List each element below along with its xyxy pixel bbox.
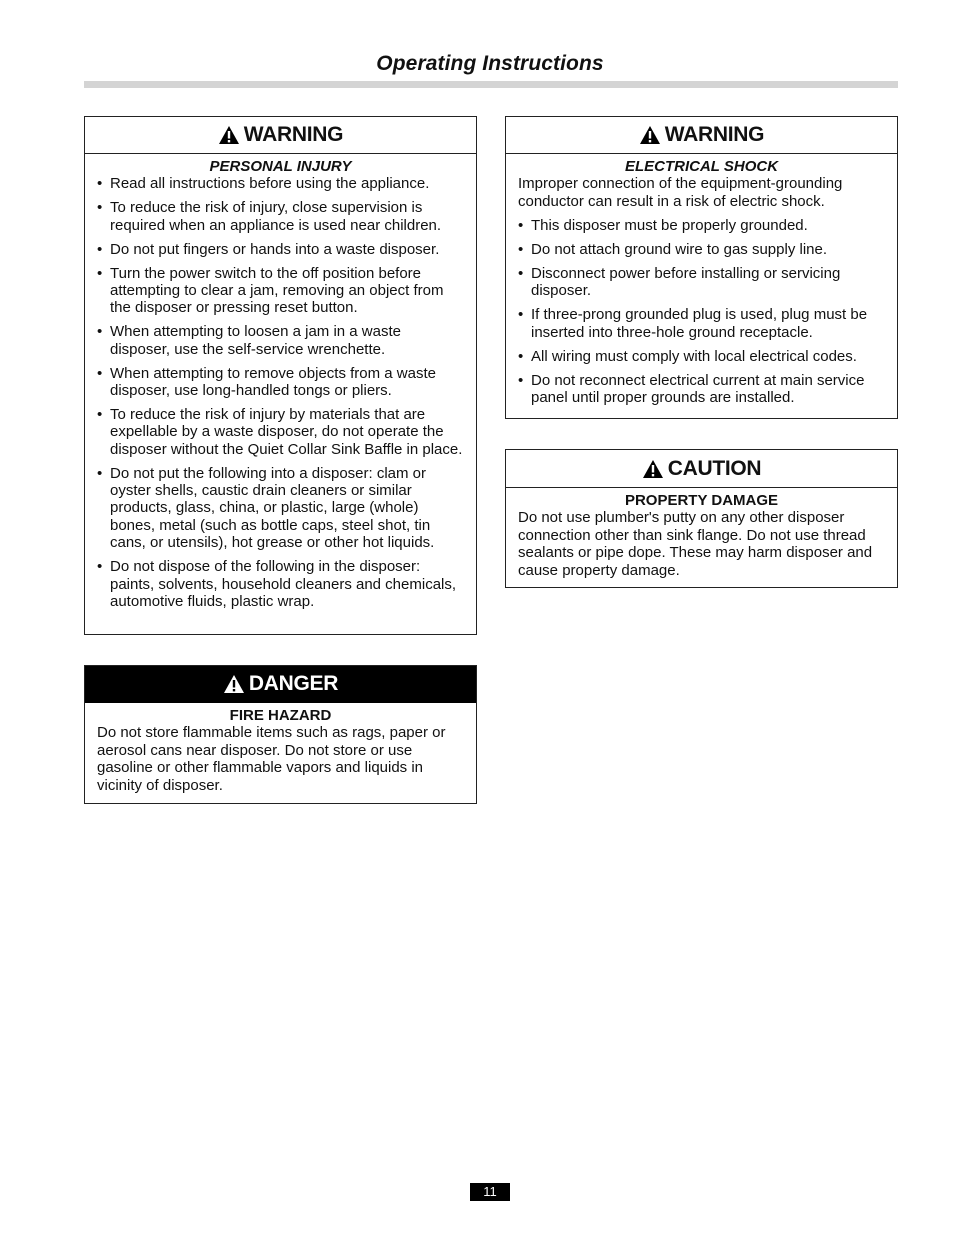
personal-injury-subheading: PERSONAL INJURY [209, 158, 352, 175]
list-item: • All wiring must comply with local electrical codes. [518, 348, 885, 365]
warning-label: WARNING [664, 123, 765, 146]
list-item: • If three-prong grounded plug is used, plug must be inserted into three-hole ground receptacle. [518, 306, 885, 341]
warning-triangle-icon [639, 125, 661, 145]
electrical-shock-list [518, 217, 885, 406]
caution-property-damage-box [505, 449, 898, 588]
list-item: • This disposer must be properly grounded. [518, 217, 885, 234]
warning-triangle-icon [218, 125, 240, 145]
warning-triangle-icon [223, 674, 245, 694]
list-item: • Do not reconnect electrical current at main service panel until proper grounds are installed. [518, 372, 885, 407]
list-item: • To reduce the risk of injury, close supervision is required when an appliance is used near children. [97, 199, 464, 234]
danger-fire-hazard-box [84, 665, 477, 804]
caution-header [506, 450, 897, 488]
danger-label: DANGER [248, 672, 339, 695]
property-damage-text: Do not use plumber's putty on any other disposer connection other than sink flange. Do not use thread sealants or pipe dope. These may harm disposer and cause property damage. [518, 509, 873, 579]
caution-label: CAUTION [667, 456, 762, 480]
property-damage-subheading: PROPERTY DAMAGE [624, 492, 779, 509]
warning-header [85, 117, 476, 154]
warning-personal-injury-box [84, 116, 477, 635]
list-item: • Read all instructions before using the appliance. [97, 175, 464, 192]
personal-injury-list [97, 175, 464, 610]
list-item: • To reduce the risk of injury by materials that are expellable by a waste disposer, do not operate the disposer without the Quiet Collar Sink Baffle in place. [97, 406, 464, 458]
title-rule [84, 81, 898, 88]
list-item: • Turn the power switch to the off position before attempting to clear a jam, removing an object from the disposer or pressing reset button. [97, 265, 464, 317]
list-item: • Do not put fingers or hands into a waste disposer. [97, 241, 464, 258]
electrical-shock-intro: Improper connection of the equipment-grounding conductor can result in a risk of electric shock. [518, 175, 843, 210]
list-item: • When attempting to remove objects from a waste disposer, use long-handled tongs or pliers. [97, 365, 464, 400]
page-title: Operating Instructions [376, 52, 604, 75]
list-item: • Disconnect power before installing or servicing disposer. [518, 265, 885, 300]
danger-header [85, 666, 476, 703]
list-item: • Do not put the following into a disposer: clam or oyster shells, caustic drain cleaners or similar products, glass, china, or plastic, large (whole) bones, metal (such as bottle caps, steel shot, tin cans, or utensils), hot grease or other hot liquids. [97, 465, 464, 552]
warning-label: WARNING [243, 123, 344, 146]
warning-header [506, 117, 897, 154]
warning-electrical-shock-box [505, 116, 898, 419]
fire-hazard-subheading: FIRE HAZARD [229, 707, 332, 724]
page-number: 11 [470, 1183, 510, 1201]
fire-hazard-text: Do not store flammable items such as rags, paper or aerosol cans near disposer. Do not store or use gasoline or other flammable vapors and liquids in vicinity of disposer. [97, 724, 446, 794]
list-item: • Do not dispose of the following in the disposer: paints, solvents, household cleaners and chemicals, automotive fluids, plastic wrap. [97, 558, 464, 610]
electrical-shock-subheading: ELECTRICAL SHOCK [624, 158, 779, 175]
warning-triangle-icon [642, 459, 664, 479]
list-item: • Do not attach ground wire to gas supply line. [518, 241, 885, 258]
list-item: • When attempting to loosen a jam in a waste disposer, use the self-service wrenchette. [97, 323, 464, 358]
